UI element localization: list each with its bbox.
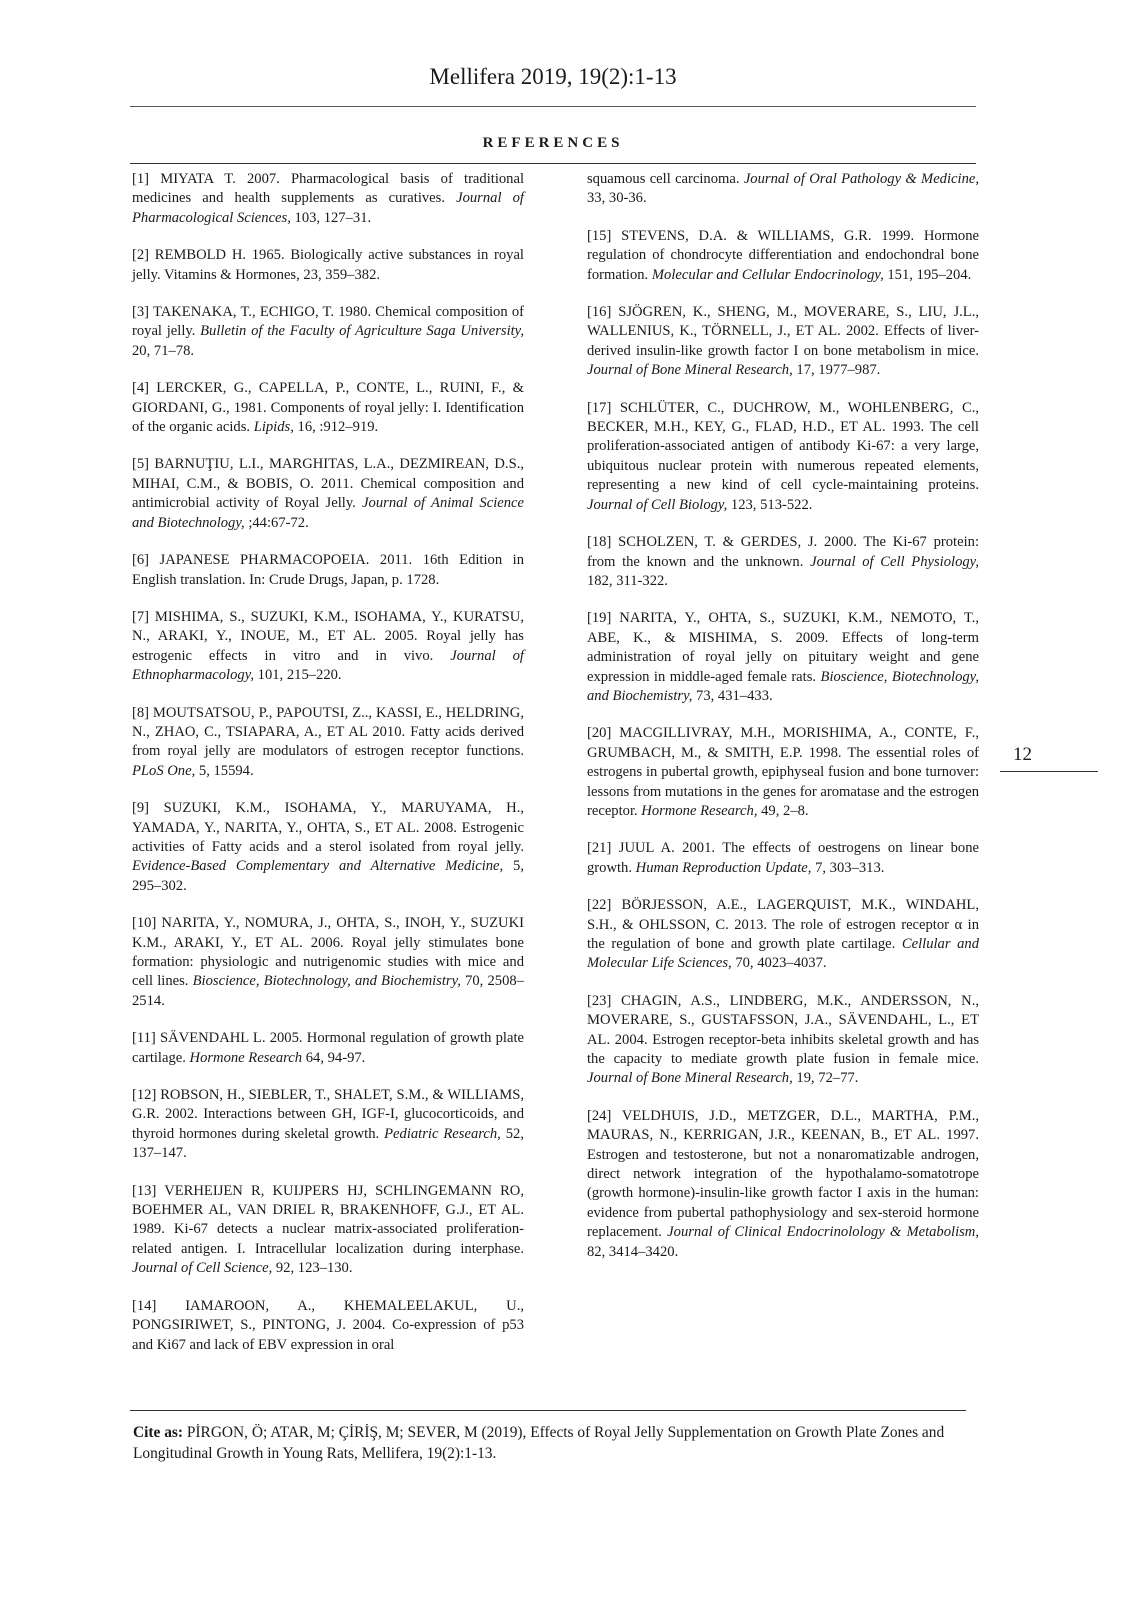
reference-journal: Cellular and Molecular Life Sciences,: [587, 936, 979, 972]
reference-text: 49, 2–8.: [757, 802, 809, 819]
reference-journal: Journal of Cell Physiology,: [810, 553, 979, 570]
reference-journal: Lipids,: [253, 419, 294, 436]
reference-entry: [587, 399, 979, 515]
reference-entry: [132, 303, 524, 361]
reference-journal: Evidence-Based Complementary and Alternative Medicine,: [132, 858, 504, 875]
page-number-rule: [1000, 771, 1098, 772]
reference-text: [3] TAKENAKA, T., ECHIGO, T. 1980. Chemical composition of royal jelly.: [132, 304, 524, 340]
reference-text: 64, 94-97.: [302, 1049, 366, 1066]
reference-journal: Journal of Animal Science and Biotechnology,: [132, 495, 524, 531]
reference-text: 151, 195–204.: [883, 266, 972, 283]
reference-text: 82, 3414–3420.: [587, 1243, 679, 1260]
reference-text: [10] NARITA, Y., NOMURA, J., OHTA, S., INOH, Y., SUZUKI K.M., ARAKI, Y., ET AL. 2006. Royal jelly stimulates bone formation: physiologic and nutrigenomic studies with mice and cell lines.: [132, 915, 524, 990]
reference-entry: [132, 799, 524, 896]
reference-text: [5] BARNUŢIU, L.I., MARGHITAS, L.A., DEZMIREAN, D.S., MIHAI, C.M., & BOBIS, O. 2011. Chemical composition and antimicrobial activity of Royal Jelly.: [132, 456, 524, 512]
reference-text: 5, 295–302.: [132, 858, 525, 894]
reference-text: 17, 1977–987.: [792, 362, 881, 379]
reference-text: 16, :912–919.: [293, 419, 379, 436]
reference-journal: Journal of Oral Pathology & Medicine,: [743, 171, 979, 187]
reference-text: [19] NARITA, Y., OHTA, S., SUZUKI, K.M., NEMOTO, T., ABE, K., & MISHIMA, S. 2009. Effects of long-term administration of royal jelly on pituitary weight and gene expression in middle-aged female rats.: [587, 610, 979, 685]
reference-entry: [132, 455, 524, 533]
reference-journal: Bulletin of the Faculty of Agriculture Saga University,: [200, 323, 525, 340]
reference-entry: [587, 170, 979, 209]
references-left-column: [132, 170, 524, 1373]
reference-text: [8] MOUTSATSOU, P., PAPOUTSI, Z.., KASSI, E., HELDRING, N., ZHAO, C., TSIAPARA, A., ET AL 2010. Fatty acids derived from royal jelly are modulators of estrogen receptor functions.: [132, 704, 524, 760]
reference-journal: Journal of Bone Mineral Research,: [587, 1070, 793, 1087]
reference-journal: Molecular and Cellular Endocrinology,: [651, 266, 884, 283]
reference-journal: Bioscience, Biotechnology, and Biochemistry,: [192, 973, 461, 990]
reference-entry: [132, 914, 524, 1011]
reference-text: [6] JAPANESE PHARMACOPOEIA. 2011. 16th Edition in English translation. In: Crude Drugs, Japan, p. 1728.: [132, 552, 524, 588]
reference-text: 70, 4023–4037.: [731, 955, 827, 972]
reference-text: 123, 513-522.: [727, 496, 813, 513]
reference-text: [1] MIYATA T. 2007. Pharmacological basis of traditional medicines and health supplements as curatives.: [132, 171, 524, 207]
reference-entry: [132, 1086, 524, 1164]
citation-label: Cite as:: [133, 1424, 184, 1441]
reference-entry: [132, 379, 524, 437]
reference-text: 101, 215–220.: [254, 667, 342, 684]
reference-text: 92, 123–130.: [272, 1260, 353, 1277]
reference-journal: Pediatric Research,: [384, 1125, 501, 1142]
reference-entry: [587, 992, 979, 1089]
reference-journal: Journal of Ethnopharmacology,: [132, 647, 524, 684]
reference-text: 33, 30-36.: [587, 190, 647, 207]
reference-text: 20, 71–78.: [132, 342, 195, 359]
reference-journal: Journal of Bone Mineral Research,: [587, 362, 793, 379]
reference-journal: Bioscience, Biotechnology, and Biochemistry,: [587, 668, 979, 704]
reference-text: 7, 303–313.: [811, 859, 885, 876]
reference-entry: [132, 246, 524, 285]
reference-entry: [132, 551, 524, 590]
reference-text: 73, 431–433.: [692, 687, 773, 704]
reference-entry: [132, 608, 524, 686]
reference-text: 52, 137–147.: [132, 1125, 525, 1162]
reference-entry: [132, 170, 524, 228]
reference-text: 103, 127–31.: [290, 209, 372, 226]
reference-text: [14] IAMAROON, A., KHEMALEELAKUL, U., PONGSIRIWET, S., PINTONG, J. 2004. Co-expression of p53 and Ki67 and lack of EBV expression in oral: [132, 1297, 524, 1353]
reference-entry: [132, 1182, 524, 1279]
reference-journal: Journal of Pharmacological Sciences,: [132, 190, 524, 226]
reference-entry: [132, 1029, 524, 1068]
reference-entry: [587, 609, 979, 706]
reference-entry: [587, 227, 979, 285]
reference-text: [23] CHAGIN, A.S., LINDBERG, M.K., ANDERSSON, N., MOVERARE, S., GUSTAFSSON, J.A., SÄVENDAHL, L., ET AL. 2004. Estrogen receptor-beta inhibits skeletal growth and has the capacity to mediate growth plate fusion in female mice.: [587, 992, 979, 1068]
reference-text: 70, 2508–2514.: [132, 973, 524, 1009]
reference-text: [22] BÖRJESSON, A.E., LAGERQUIST, M.K., WINDAHL, S.H., & OHLSSON, C. 2013. The role of estrogen receptor α in the regulation of bone and growth plate cartilage.: [587, 897, 979, 952]
reference-text: ;44:67-72.: [244, 514, 309, 531]
reference-entry: [132, 704, 524, 782]
title-divider: [130, 163, 976, 164]
references-right-column: [587, 170, 979, 1280]
reference-entry: [587, 303, 979, 381]
journal-header: Mellifera 2019, 19(2):1-13: [429, 64, 677, 89]
citation-text: PİRGON, Ö; ATAR, M; ÇİRİŞ, M; SEVER, M (2019), Effects of Royal Jelly Supplementation on Growth Plate Zones and Longitudinal Growth in Young Rats, Mellifera, 19(2):1-13.: [133, 1424, 945, 1462]
reference-text: [4] LERCKER, G., CAPELLA, P., CONTE, L., RUINI, F., & GIORDANI, G., 1981. Components of royal jelly: I. Identification of the organic acids.: [132, 380, 524, 436]
reference-text: [17] SCHLÜTER, C., DUCHROW, M., WOHLENBERG, C., BECKER, M.H., KEY, G., FLAD, H.D., ET AL. 1993. The cell proliferation-associated antigen of antibody Ki-67: a very large, ubiquitous nuclear protein with numerous repeated elements, representing a new kind of cell cycle-maintaining proteins.: [587, 399, 979, 494]
reference-journal: PLoS One,: [132, 762, 196, 779]
reference-text: [9] SUZUKI, K.M., ISOHAMA, Y., MARUYAMA, H., YAMADA, Y., NARITA, Y., OHTA, S., ET AL. 2008. Estrogenic activities of Fatty acids and a sterol isolated from royal jelly.: [132, 800, 524, 855]
reference-text: 182, 311-322.: [587, 572, 668, 589]
citation: [133, 1422, 978, 1464]
reference-text: [20] MACGILLIVRAY, M.H., MORISHIMA, A., CONTE, F., GRUMBACH, M., & SMITH, E.P. 1998. The essential roles of estrogens in pubertal growth, epiphyseal fusion and bone turnover: lessons from mutations in the genes for aromatase and the estrogen receptor.: [587, 725, 979, 819]
reference-entry: [587, 533, 979, 591]
header-divider: [130, 106, 976, 107]
reference-journal: Journal of Cell Biology,: [587, 496, 728, 513]
reference-text: [21] JUUL A. 2001. The effects of oestrogens on linear bone growth.: [587, 840, 979, 876]
reference-entry: [587, 839, 979, 878]
reference-entry: [587, 1107, 979, 1262]
reference-text: [16] SJÖGREN, K., SHENG, M., MOVERARE, S., LIU, J.L., WALLENIUS, K., TÖRNELL, J., ET AL. 2002. Effects of liver-derived insulin-like growth factor I on bone metabolism in mice.: [587, 304, 979, 359]
reference-text: squamous cell carcinoma.: [587, 171, 744, 187]
reference-text: [24] VELDHUIS, J.D., METZGER, D.L., MARTHA, P.M., MAURAS, N., KERRIGAN, J.R., KEENAN, B., ET AL. 1997. Estrogen and testosterone, but not a nonaromatizable androgen, direct network integration of the hypothalamo-somatotrope (growth hormone)-insulin-like growth factor I axis in the human: evidence from pubertal pathophysiology and sex-steroid hormone replacement.: [587, 1107, 979, 1241]
reference-journal: Human Reproduction Update,: [635, 859, 812, 876]
page-number: 12: [1013, 744, 1032, 765]
reference-text: [18] SCHOLZEN, T. & GERDES, J. 2000. The Ki-67 protein: from the known and the unknown.: [587, 534, 979, 570]
reference-entry: [587, 724, 979, 821]
reference-text: 5, 15594.: [195, 762, 254, 779]
reference-text: [12] ROBSON, H., SIEBLER, T., SHALET, S.M., & WILLIAMS, G.R. 2002. Interactions between GH, IGF-I, glucocorticoids, and thyroid hormones during skeletal growth.: [132, 1087, 524, 1142]
reference-text: [2] REMBOLD H. 1965. Biologically active substances in royal jelly. Vitamins & Hormones, 23, 359–382.: [132, 247, 524, 283]
reference-text: [7] MISHIMA, S., SUZUKI, K.M., ISOHAMA, Y., KURATSU, N., ARAKI, Y., INOUE, M., ET AL. 2005. Royal jelly has estrogenic effects in vitro and in vivo.: [132, 608, 524, 664]
reference-text: [11] SÄVENDAHL L. 2005. Hormonal regulation of growth plate cartilage.: [132, 1030, 524, 1066]
citation-divider: [130, 1410, 966, 1411]
reference-entry: [132, 1297, 524, 1355]
reference-journal: Journal of Cell Science,: [132, 1260, 273, 1277]
reference-journal: Hormone Research,: [641, 802, 758, 819]
references-title: REFERENCES: [482, 135, 624, 151]
reference-journal: Hormone Research: [189, 1049, 303, 1066]
reference-entry: [587, 896, 979, 974]
reference-text: [15] STEVENS, D.A. & WILLIAMS, G.R. 1999. Hormone regulation of chondrocyte differentiation and endochondral bone formation.: [587, 227, 979, 283]
reference-journal: Journal of Clinical Endocrinolology & Metabolism,: [667, 1224, 979, 1241]
reference-text: 19, 72–77.: [792, 1070, 859, 1087]
reference-text: [13] VERHEIJEN R, KUIJPERS HJ, SCHLINGEMANN RO, BOEHMER AL, VAN DRIEL R, BRAKENHOFF, G.J., ET AL. 1989. Ki-67 detects a nuclear matrix-associated proliferation-related antigen. I. Intracellular localization during interphase.: [132, 1182, 524, 1257]
